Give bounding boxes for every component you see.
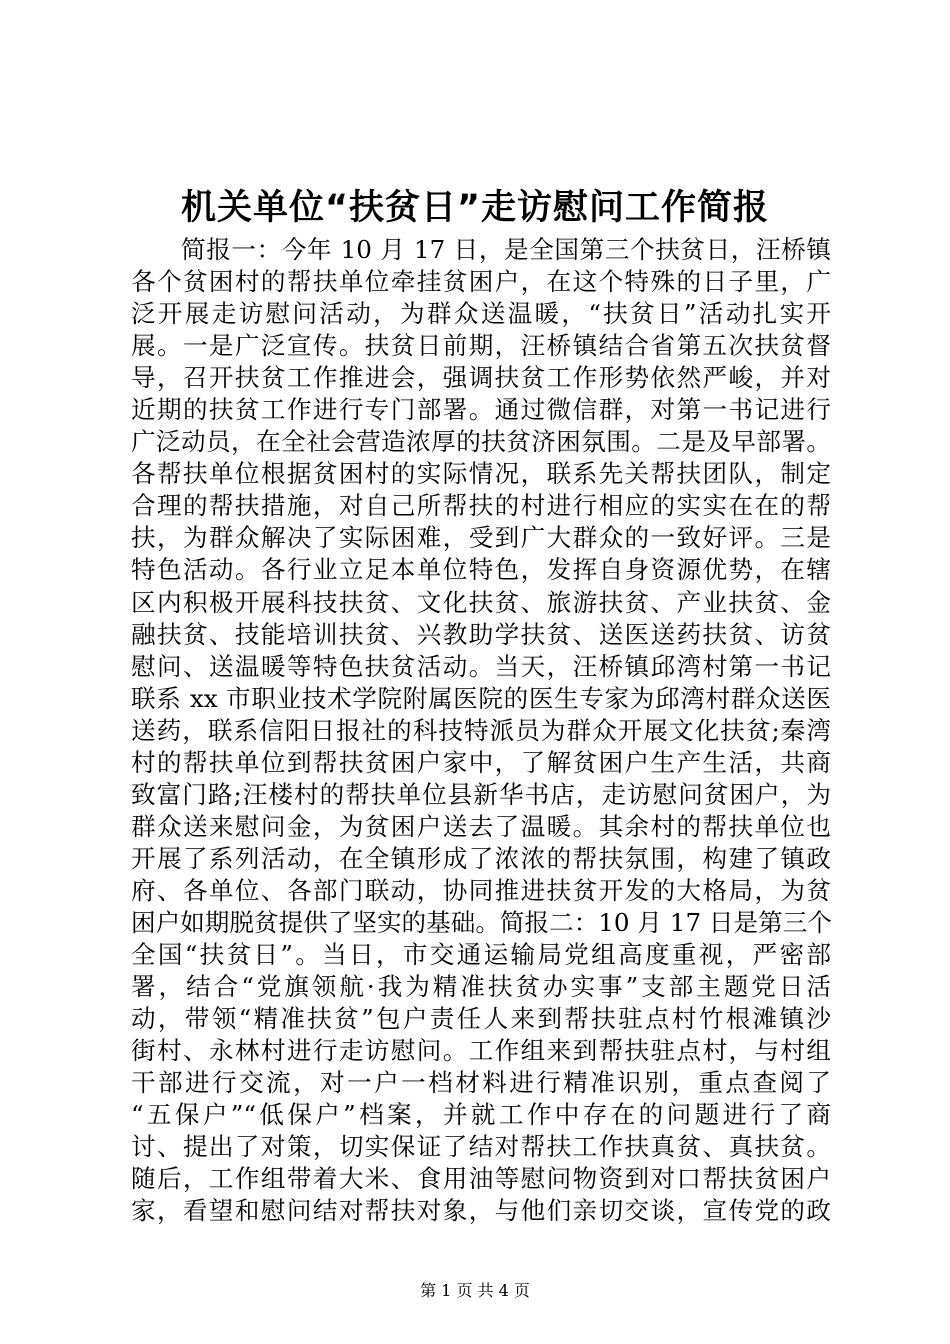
body-line: 困户如期脱贫提供了坚实的基础。简报二：10 月 17 日是第三个 <box>131 907 832 937</box>
body-line: 署，结合“党旗领航·我为精准扶贫办实事”支部主题党日活 <box>131 972 831 1002</box>
body-line: 全国“扶贫日”。当日，市交通运输局党组高度重视，严密部 <box>131 940 831 970</box>
body-line: 干部进行交流，对一户一档材料进行精准识别，重点查阅了 <box>131 1068 831 1098</box>
body-line: 致富门路;汪楼村的帮扶单位县新华书店，走访慰问贫困户，为 <box>131 779 831 809</box>
body-line: 家，看望和慰问结对帮扶对象，与他们亲切交谈，宣传党的政 <box>131 1196 831 1226</box>
body-line: 简报一：今年 10 月 17 日，是全国第三个扶贫日，汪桥镇 <box>181 235 831 264</box>
body-line: 扶，为群众解决了实际困难，受到广大群众的一致好评。三是 <box>131 523 831 553</box>
body-line: 各帮扶单位根据贫困村的实际情况，联系先关帮扶团队，制定 <box>131 459 831 489</box>
body-line: 融扶贫、技能培训扶贫、兴教助学扶贫、送医送药扶贫、访贫 <box>131 619 831 649</box>
body-line: 动，带领“精准扶贫”包户责任人来到帮扶驻点村竹根滩镇沙 <box>131 1004 831 1034</box>
body-line: 慰问、送温暖等特色扶贫活动。当天，汪桥镇邱湾村第一书记 <box>131 651 831 681</box>
body-line: 送药，联系信阳日报社的科技特派员为群众开展文化扶贫;秦湾 <box>131 715 831 745</box>
body-line: 泛开展走访慰问活动，为群众送温暖，“扶贫日”活动扎实开 <box>131 299 831 329</box>
body-line: “五保户”“低保户”档案，并就工作中存在的问题进行了商 <box>131 1100 831 1130</box>
body-line: 近期的扶贫工作进行专门部署。通过微信群，对第一书记进行 <box>131 395 831 425</box>
document-title: 机关单位“扶贫日”走访慰问工作简报 <box>180 188 769 228</box>
body-line: 展。一是广泛宣传。扶贫日前期，汪桥镇结合省第五次扶贫督 <box>131 331 831 361</box>
body-line: 街村、永林村进行走访慰问。工作组来到帮扶驻点村，与村组 <box>131 1036 831 1066</box>
body-line: 导，召开扶贫工作推进会，强调扶贫工作形势依然严峻，并对 <box>131 363 831 393</box>
body-line: 村的帮扶单位到帮扶贫困户家中，了解贫困户生产生活，共商 <box>131 747 831 777</box>
body-line: 联系 xx 市职业技术学院附属医院的医生专家为邱湾村群众送医 <box>131 683 831 713</box>
body-line: 广泛动员，在全社会营造浓厚的扶贫济困氛围。二是及早部署。 <box>131 427 831 457</box>
body-line: 讨、提出了对策，切实保证了结对帮扶工作扶真贫、真扶贫。 <box>131 1132 831 1162</box>
body-line: 开展了系列活动，在全镇形成了浓浓的帮扶氛围，构建了镇政 <box>131 843 831 873</box>
body-line: 府、各单位、各部门联动，协同推进扶贫开发的大格局，为贫 <box>131 875 831 905</box>
document-body <box>131 234 831 1227</box>
body-line: 群众送来慰问金，为贫困户送去了温暖。其余村的帮扶单位也 <box>131 811 831 841</box>
body-line: 区内积极开展科技扶贫、文化扶贫、旅游扶贫、产业扶贫、金 <box>131 587 831 617</box>
body-line: 各个贫困村的帮扶单位牵挂贫困户，在这个特殊的日子里，广 <box>131 267 831 297</box>
body-line: 特色活动。各行业立足本单位特色，发挥自身资源优势，在辖 <box>131 555 831 585</box>
body-line: 合理的帮扶措施，对自己所帮扶的村进行相应的实实在在的帮 <box>131 491 831 521</box>
body-line: 随后，工作组带着大米、食用油等慰问物资到对口帮扶贫困户 <box>131 1164 831 1194</box>
page-footer: 第 1 页 共 4 页 <box>420 1281 530 1300</box>
